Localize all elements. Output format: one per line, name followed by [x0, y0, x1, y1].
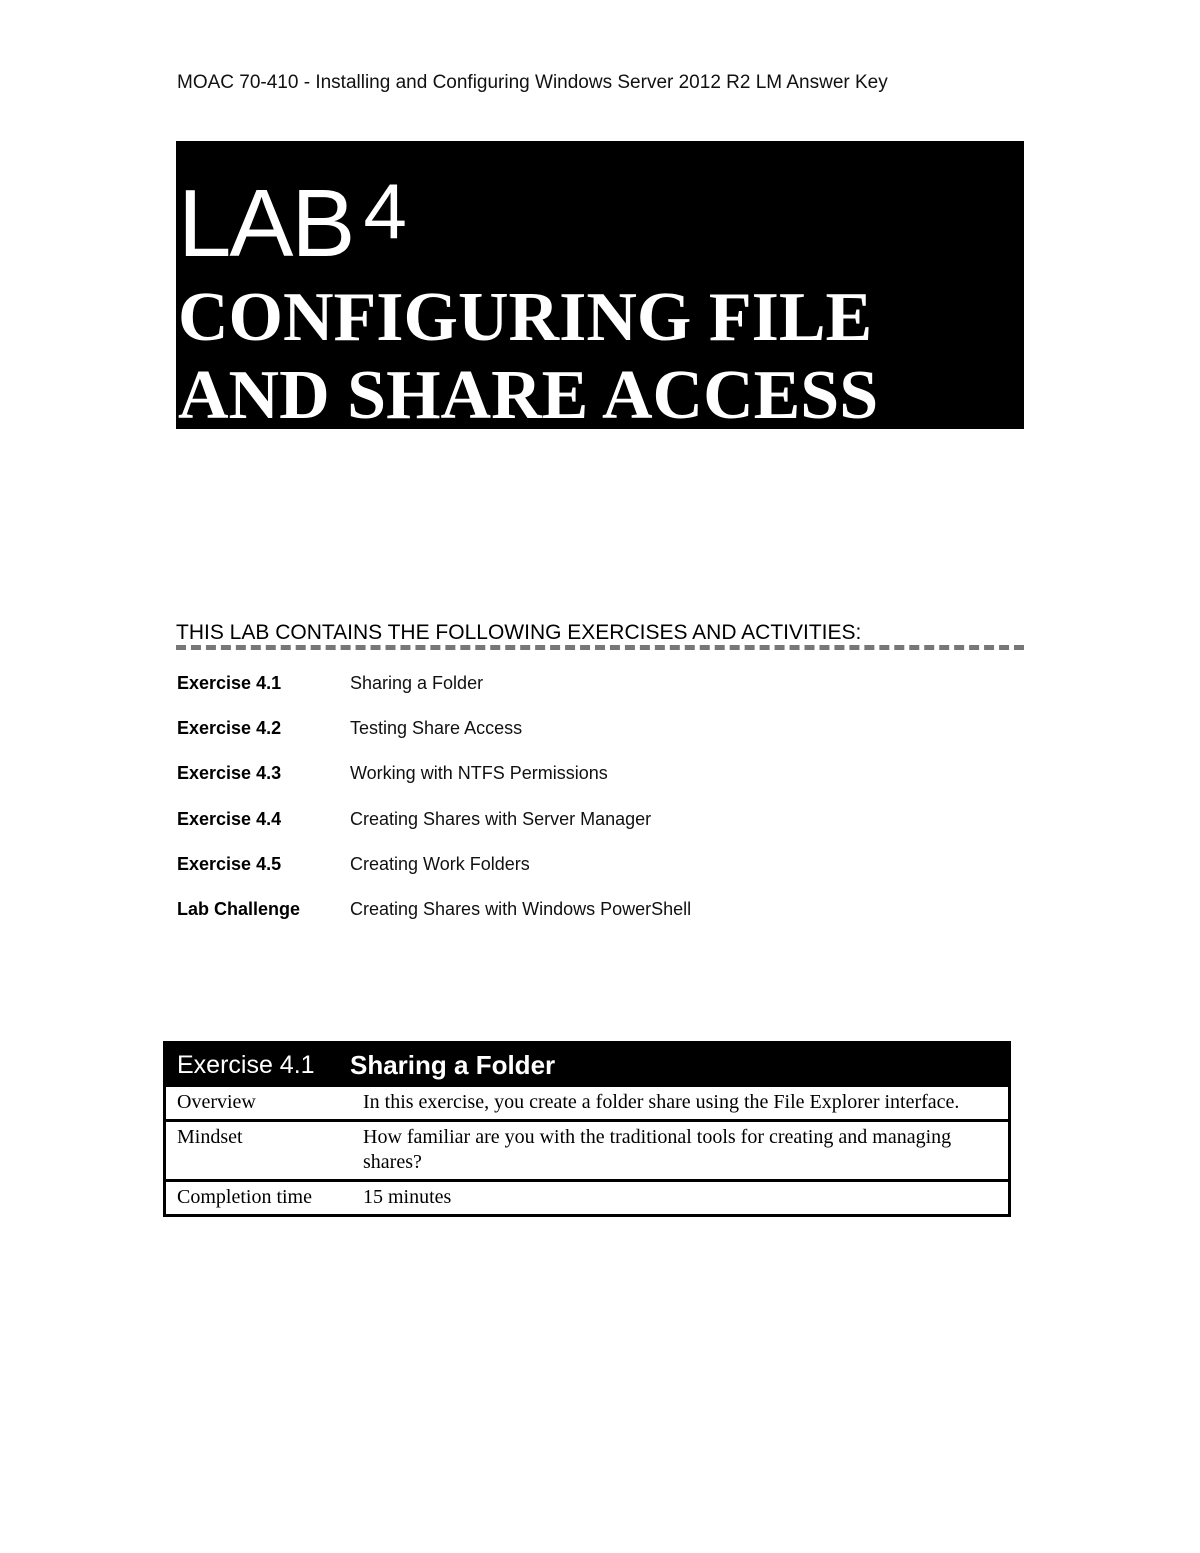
exercise-table-body — [166, 1087, 1008, 1214]
list-item — [177, 896, 1017, 941]
list-item — [177, 715, 1017, 760]
list-item — [177, 670, 1017, 715]
table-row-key: Overview — [177, 1091, 256, 1113]
table-row-value: How familiar are you with the traditional tools for creating and managing shares? — [363, 1126, 952, 1173]
list-item-label: Exercise 4.5 — [177, 853, 282, 874]
lab-word: LAB — [178, 170, 354, 277]
list-item-label: Exercise 4.1 — [177, 673, 282, 693]
list-item-label: Lab Challenge — [177, 898, 301, 919]
exercise-table-header — [166, 1044, 1008, 1087]
lab-title-line-2: AND SHARE ACCESS — [178, 357, 879, 429]
contents-dashed-rule — [176, 645, 1024, 650]
list-item — [177, 760, 1017, 805]
contents-heading: THIS LAB CONTAINS THE FOLLOWING EXERCISES AND ACTIVITIES: — [176, 621, 862, 644]
table-row-key: Completion time — [177, 1186, 312, 1208]
list-item-label: Exercise 4.3 — [177, 763, 282, 784]
list-item-label: Exercise 4.4 — [177, 808, 282, 829]
exercise-title: Sharing a Folder — [350, 1050, 556, 1080]
table-row-value: In this exercise, you create a folder share using the File Explorer interface. — [363, 1091, 960, 1113]
list-item-text: Creating Shares with Windows PowerShell — [350, 898, 692, 919]
lab-title — [178, 279, 1018, 429]
list-item-text: Testing Share Access — [350, 718, 523, 739]
running-header: MOAC 70-410 - Installing and Configuring Windows Server 2012 R2 LM Answer Key — [177, 72, 888, 93]
list-item-text: Creating Work Folders — [350, 853, 530, 874]
table-row-value: 15 minutes — [363, 1186, 452, 1208]
list-item-text: Sharing a Folder — [350, 673, 484, 693]
table-row — [166, 1087, 1008, 1119]
table-row-key: Mindset — [177, 1126, 243, 1148]
exercise-table — [163, 1041, 1011, 1217]
list-item — [177, 806, 1017, 851]
contents-list — [177, 670, 1017, 941]
list-item-text: Working with NTFS Permissions — [350, 763, 608, 784]
list-item-label: Exercise 4.2 — [177, 718, 282, 739]
list-item — [177, 851, 1017, 896]
lab-title-block — [176, 141, 1024, 429]
lab-title-line-1: CONFIGURING FILE — [178, 279, 873, 356]
table-row — [166, 1119, 1008, 1179]
lab-label — [178, 163, 407, 277]
lab-number: 4 — [363, 167, 407, 255]
exercise-number: Exercise 4.1 — [177, 1051, 315, 1079]
list-item-text: Creating Shares with Server Manager — [350, 808, 652, 829]
table-row — [166, 1179, 1008, 1214]
